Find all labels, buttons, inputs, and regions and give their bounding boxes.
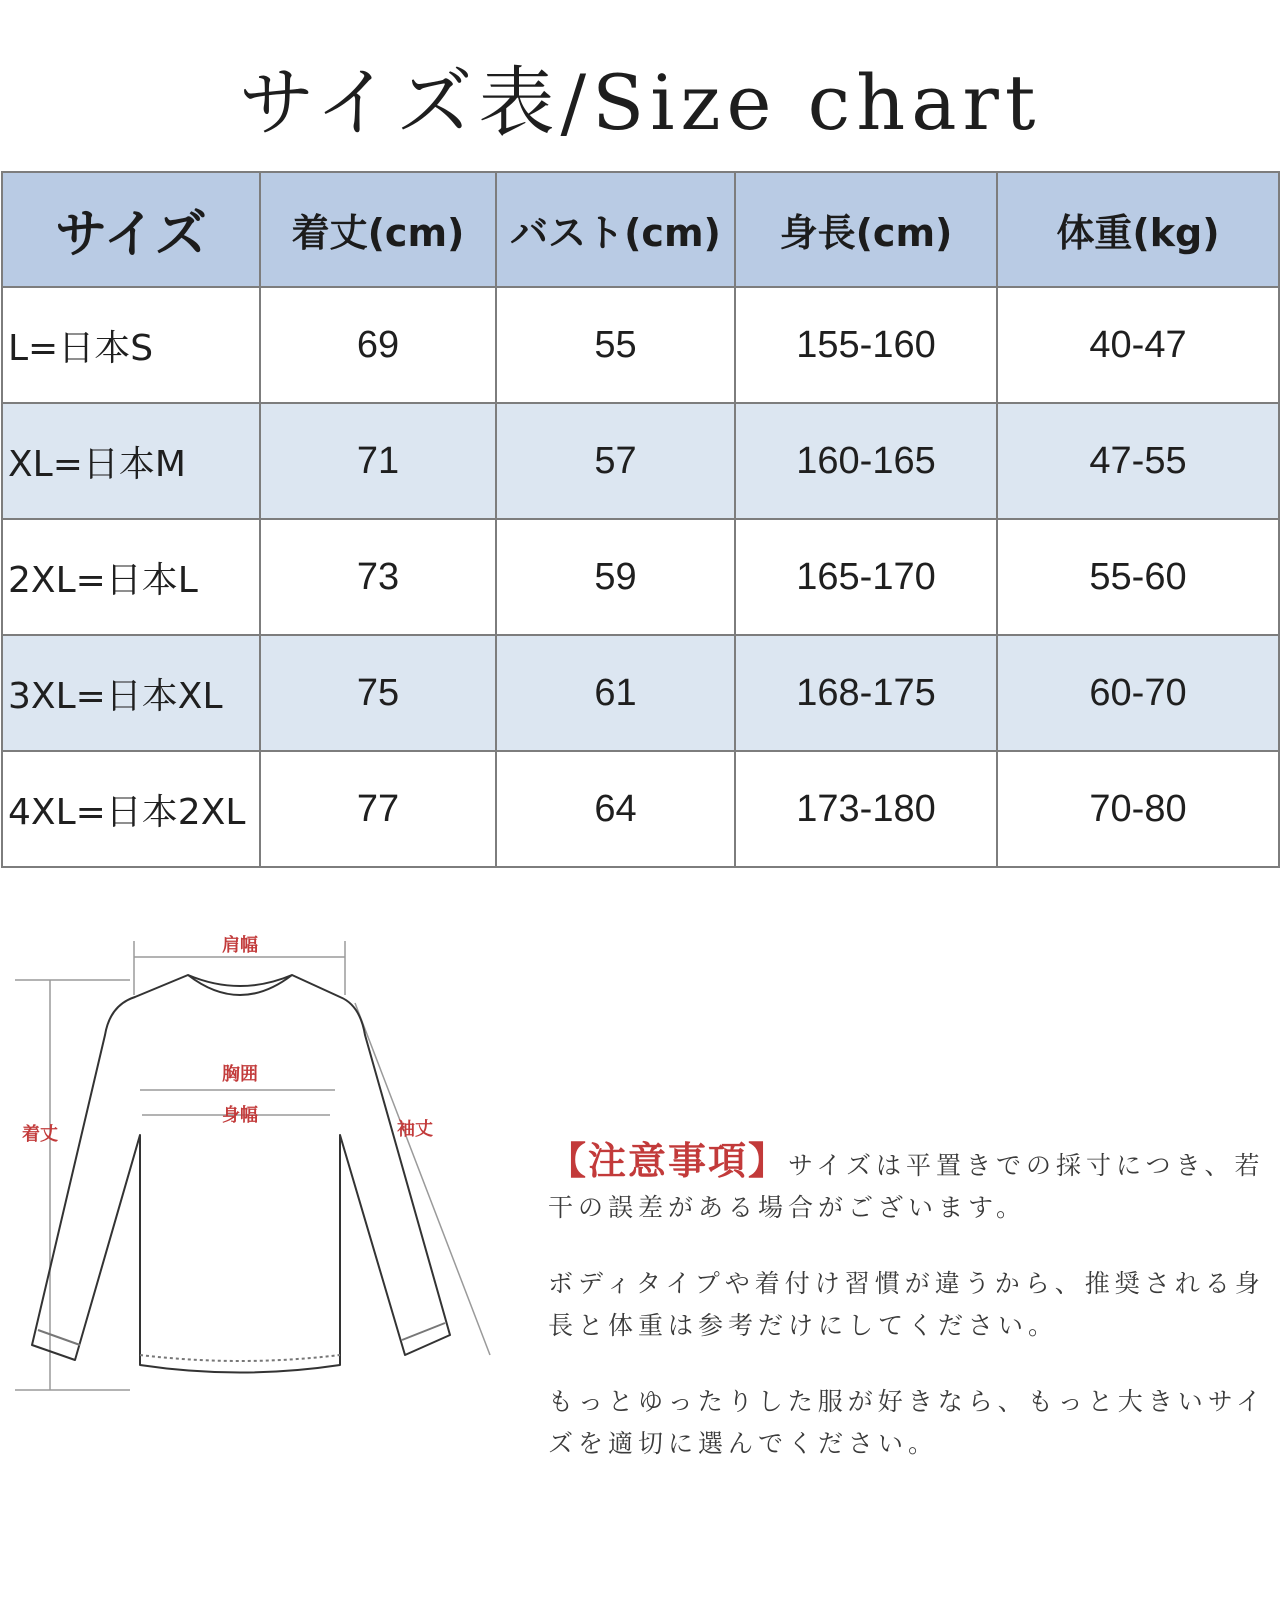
length-cell: 75: [260, 635, 496, 751]
note-text-3: もっとゆったりした服が好きなら、もっと大きいサイズを適切に選んでください。: [548, 1387, 1267, 1458]
note-paragraph-2: [548, 1263, 1268, 1347]
header-length: 着丈(cm): [260, 172, 496, 287]
table-header-row: [2, 172, 1279, 287]
bust-cell: 61: [496, 635, 735, 751]
shirt-outline: [32, 975, 450, 1373]
weight-cell: 55-60: [997, 519, 1279, 635]
size-cell: 3XL=日本XL: [2, 635, 260, 751]
size-cell: 4XL=日本2XL: [2, 751, 260, 867]
shirt-measurement-diagram: [10, 935, 510, 1425]
table-row: [2, 635, 1279, 751]
note-text-1: サイズは平置きでの採寸につき、若干の誤差がある場合がございます。: [548, 1151, 1265, 1222]
note-paragraph-3: [548, 1381, 1268, 1465]
bust-cell: 55: [496, 287, 735, 403]
size-cell: L=日本S: [2, 287, 260, 403]
note-text-2: ボディタイプや着付け習慣が違うから、推奨される身長と体重は参考だけにしてください。: [548, 1269, 1265, 1340]
table-row: [2, 519, 1279, 635]
length-cell: 77: [260, 751, 496, 867]
sleeve-guide-line: [355, 1003, 490, 1355]
page-title: サイズ表/Size chart: [238, 58, 1042, 147]
height-cell: 173-180: [735, 751, 997, 867]
header-bust: バスト(cm): [496, 172, 735, 287]
length-label: 着丈: [22, 1124, 58, 1145]
notes-heading: 【注意事項】: [548, 1138, 789, 1183]
height-cell: 160-165: [735, 403, 997, 519]
bust-cell: 59: [496, 519, 735, 635]
length-cell: 71: [260, 403, 496, 519]
chest-label: 胸囲: [222, 1064, 258, 1085]
length-cell: 73: [260, 519, 496, 635]
table-row: [2, 403, 1279, 519]
bust-cell: 57: [496, 403, 735, 519]
height-cell: 155-160: [735, 287, 997, 403]
header-height: 身長(cm): [735, 172, 997, 287]
size-cell: XL=日本M: [2, 403, 260, 519]
header-weight: 体重(kg): [997, 172, 1279, 287]
table-row: [2, 751, 1279, 867]
body-width-label: 身幅: [222, 1105, 258, 1126]
weight-cell: 60-70: [997, 635, 1279, 751]
length-cell: 69: [260, 287, 496, 403]
weight-cell: 70-80: [997, 751, 1279, 867]
header-size: サイズ: [2, 172, 260, 287]
table-row: [2, 287, 1279, 403]
weight-cell: 40-47: [997, 287, 1279, 403]
bust-cell: 64: [496, 751, 735, 867]
size-table: [1, 171, 1280, 868]
size-cell: 2XL=日本L: [2, 519, 260, 635]
shoulder-label: 肩幅: [222, 935, 258, 956]
sleeve-label: 袖丈: [397, 1119, 433, 1140]
height-cell: 168-175: [735, 635, 997, 751]
weight-cell: 47-55: [997, 403, 1279, 519]
note-paragraph-1: [548, 1140, 1268, 1229]
notes-block: [548, 1140, 1268, 1499]
height-cell: 165-170: [735, 519, 997, 635]
